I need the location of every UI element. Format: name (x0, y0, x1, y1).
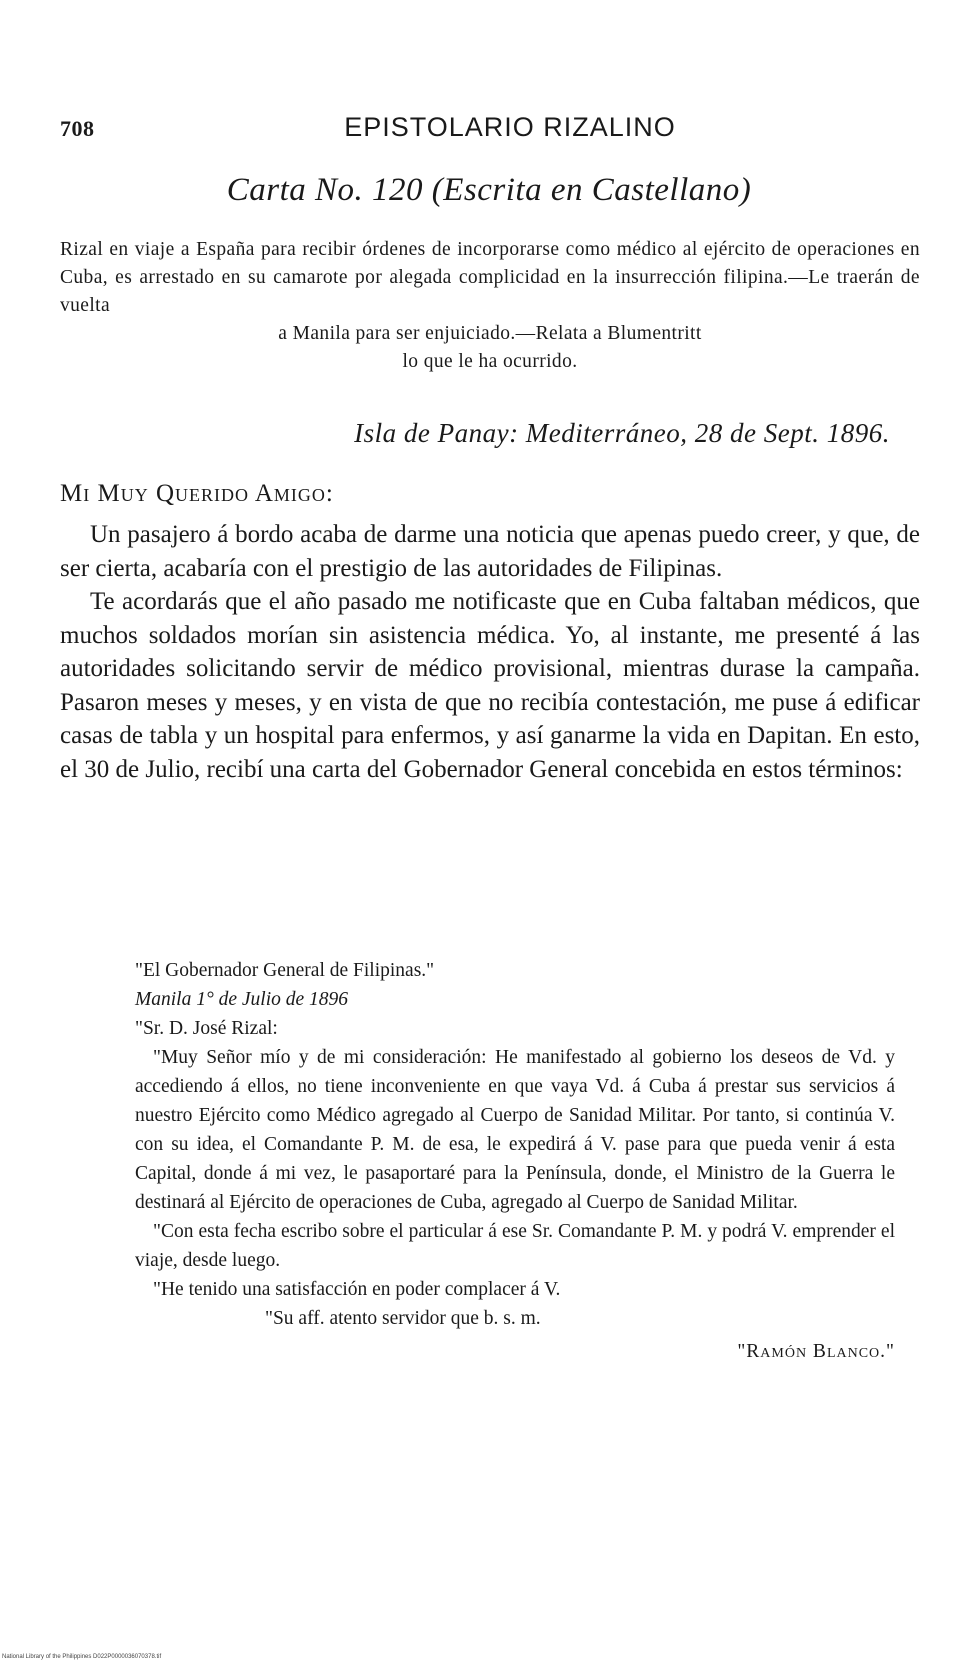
place-date: Isla de Panay: Mediterráneo, 28 de Sept. 1896. (354, 418, 890, 448)
quoted-letter (135, 956, 895, 1366)
quote-paragraph-3: "He tenido una satisfacción en poder complacer á V. (153, 1279, 561, 1300)
summary-last-line-2: lo que le ha ocurrido. (402, 351, 578, 372)
page-number: 708 (60, 116, 95, 141)
letter-summary (60, 236, 920, 376)
letter-title: Carta No. 120 (Escrita en Castellano) (226, 172, 752, 208)
quote-header: "El Gobernador General de Filipinas." (135, 960, 435, 981)
body-paragraph-1: Un pasajero á bordo acaba de darme una noticia que apenas puedo creer, y que, de ser cierta, acabaría con el prestigio de las autoridades de Filipinas. (60, 521, 920, 582)
quote-paragraph-1: "Muy Señor mío y de mi consideración: He manifestado al gobierno los deseos de Vd. y accediendo á ellos, no tiene inconveniente en que vaya Vd. á Cuba á prestar sus servicios á nuestro Ejército como Médico agregado al Cuerpo de Sanidad Militar. Por tanto, si continúa V. con su idea, el Comandante P. M. de esa, le expedirá á V. pase para que pueda venir á esta Capital, donde á mi vez, le pasaportaré para la Península, donde, el Ministro de la Guerra le destinará al Ejército de operaciones de Cuba, agregado al Cuerpo de Sanidad Militar. (135, 1047, 895, 1213)
quote-paragraph-2: "Con esta fecha escribo sobre el particular á ese Sr. Comandante P. M. y podrá V. emprender el viaje, desde luego. (135, 1221, 895, 1271)
quote-date: Manila 1° de Julio de 1896 (135, 989, 349, 1010)
running-title: EPISTOLARIO RIZALINO (344, 112, 676, 142)
scan-footer: National Library of the Philippines D022P0000036070378.tif (2, 1654, 162, 1660)
summary-last-line-1: a Manila para ser enjuiciado.—Relata a Blumentritt (278, 323, 702, 344)
body-paragraph-2: Te acordarás que el año pasado me notificaste que en Cuba faltaban médicos, que muchos soldados morían sin asistencia médica. Yo, al instante, me presenté á las autoridades solicitando servir de médico provisional, mientras durase la campaña. Pasaron meses y meses, y en vista de que no recibía contestación, me puse á edificar casas de tabla y un hospital para enfermos, y así ganarme la vida en Dapitan. En esto, el 30 de Julio, recibí una carta del Gobernador General concebida en estos términos: (60, 588, 920, 783)
summary-text: Rizal en viaje a España para recibir órdenes de incorporarse como médico al ejército de operaciones en Cuba, es arrestado en su camarote por alegada complicidad en la insurrección filipina.—Le traerán de vuelta (60, 239, 920, 316)
quote-closing: "Su aff. atento servidor que b. s. m. (265, 1308, 541, 1329)
salutation: Mi Muy Querido Amigo: (60, 480, 334, 507)
letter-body (60, 518, 920, 786)
quote-signature: "Ramón Blanco." (737, 1341, 895, 1362)
page-header (60, 112, 920, 152)
quote-addressee: "Sr. D. José Rizal: (135, 1018, 278, 1039)
